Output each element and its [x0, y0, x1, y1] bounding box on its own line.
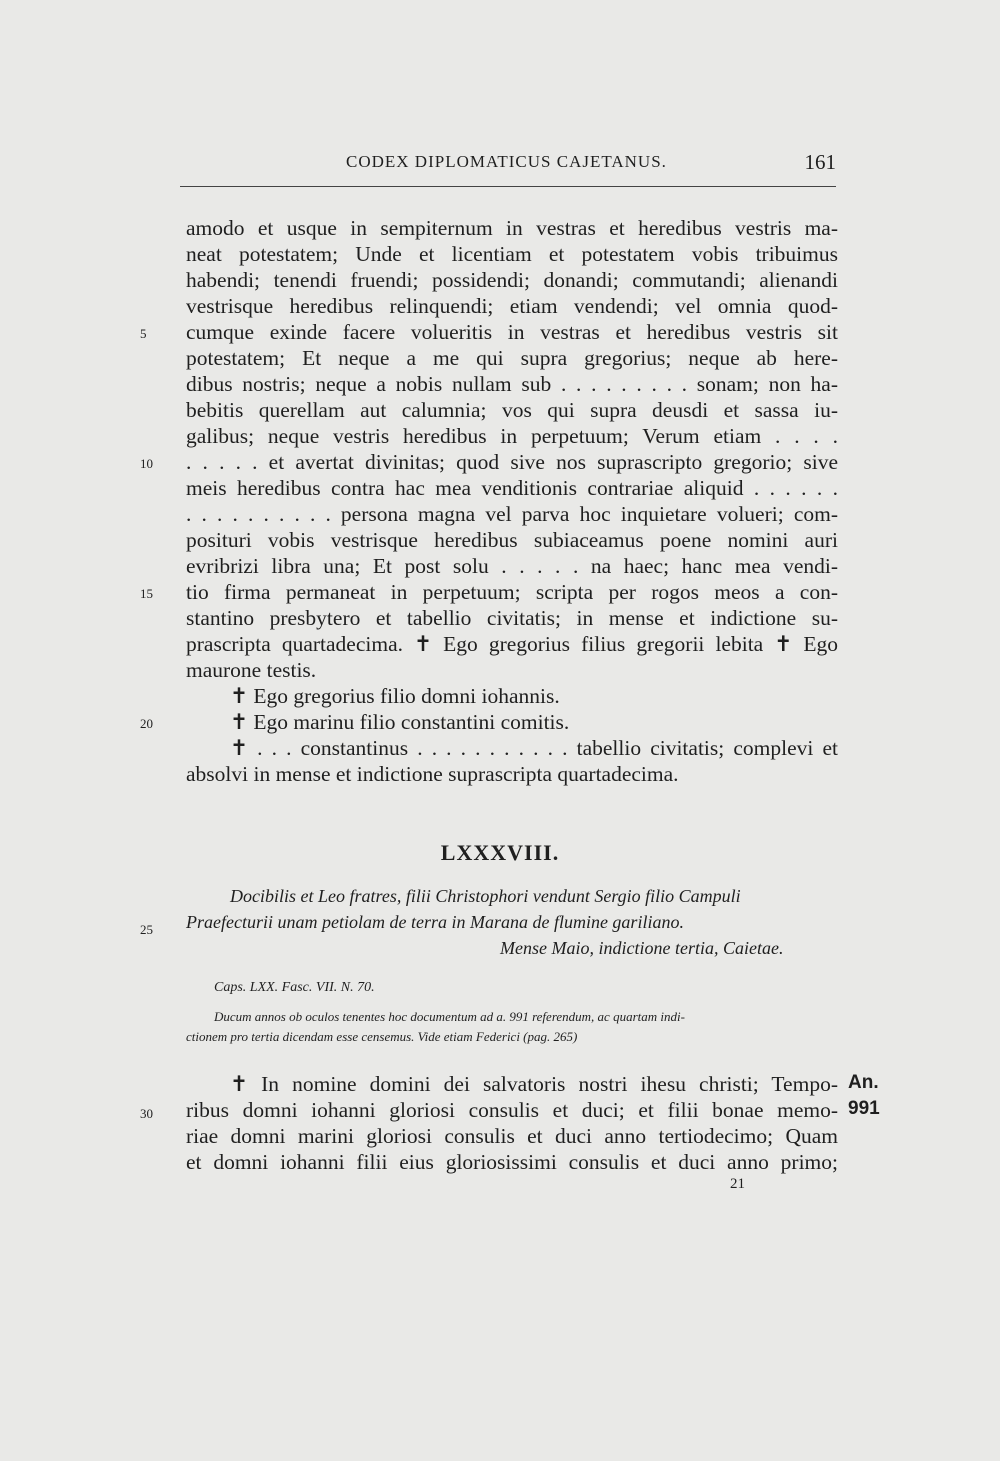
text-line: . . . . . . . . . . persona magna vel parva hoc inquietare volueri; com- — [186, 502, 838, 526]
editor-note-line: ctionem pro tertia dicendam esse censemus. Vide etiam Federici (pag. 265) — [186, 1029, 578, 1044]
text-line: meis heredibus contra hac mea venditionis contrariae aliquid . . . . . . — [186, 476, 838, 500]
text-line: neat potestatem; Unde et licentiam et potestatem vobis tribuimus — [186, 242, 838, 266]
line-number: 15 — [140, 586, 153, 601]
signature-mark: 21 — [730, 1176, 745, 1192]
text-line: absolvi in mense et indictione suprascripta quartadecima. — [186, 762, 679, 786]
editor-note-line: Ducum annos ob oculos tenentes hoc documentum ad a. 991 referendum, ac quartam indi- — [214, 1009, 685, 1024]
text-line: ✝ Ego marinu filio constantini comitis. — [230, 710, 570, 734]
text-line: ✝ Ego gregorius filio domni iohannis. — [230, 684, 560, 708]
text-line: potestatem; Et neque a me qui supra gregorius; neque ab here- — [186, 346, 838, 370]
margin-year-label: An. — [848, 1072, 879, 1093]
abstract-line: Docibilis et Leo fratres, filii Christophori vendunt Sergio filio Campuli — [230, 886, 741, 906]
document-heading: LXXXVIII. — [440, 840, 560, 865]
text-line: vestrisque heredibus relinquendi; etiam vendendi; vel omnia quod- — [186, 294, 838, 318]
margin-year: 991 — [848, 1098, 880, 1119]
text-line: galibus; neque vestris heredibus in perpetuum; Verum etiam . . . . — [186, 424, 838, 448]
text-line: prascripta quartadecima. ✝ Ego gregorius filius gregorii lebita ✝ Ego — [186, 632, 838, 656]
page-header — [180, 150, 836, 187]
text-line: maurone testis. — [186, 658, 317, 682]
text-line: riae domni marini gloriosi consulis et duci anno tertiodecimo; Quam — [186, 1124, 838, 1148]
abstract-date-place: Mense Maio, indictione tertia, Caietae. — [500, 938, 784, 958]
line-number: 30 — [140, 1106, 153, 1121]
archive-reference: Caps. LXX. Fasc. VII. N. 70. — [214, 980, 375, 995]
text-line: amodo et usque in sempiternum in vestras et heredibus vestris ma- — [186, 216, 838, 240]
text-line: dibus nostris; neque a nobis nullam sub . . . . . . . . . sonam; non ha- — [186, 372, 838, 396]
running-title: CODEX DIPLOMATICUS CAJETANUS. — [346, 152, 667, 171]
text-line: cumque exinde facere volueritis in vestras et heredibus vestris sit — [186, 320, 838, 344]
text-line: et domni iohanni filii eius gloriosissimi consulis et duci anno primo; — [186, 1150, 838, 1174]
text-line: evribrizi libra una; Et post solu . . . . . na haec; hanc mea vendi- — [186, 554, 838, 578]
text-line: ✝ In nomine domini dei salvatoris nostri ihesu christi; Tempo- — [230, 1072, 838, 1096]
text-line: posituri vobis vestrisque heredibus subiaceamus poene nomini auri — [186, 528, 838, 552]
text-line: stantino presbytero et tabellio civitatis; in mense et indictione su- — [186, 606, 838, 630]
text-line: tio firma permaneat in perpetuum; scripta per rogos meos a con- — [186, 580, 838, 604]
text-line: bebitis querellam aut calumnia; vos qui supra deusdi et sassa iu- — [186, 398, 838, 422]
page-number: 161 — [804, 150, 836, 174]
text-line: habendi; tenendi fruendi; possidendi; donandi; commutandi; alienandi — [186, 268, 838, 292]
abstract-line: Praefecturii unam petiolam de terra in Marana de flumine gariliano. — [186, 912, 684, 932]
text-line: ✝ . . . constantinus . . . . . . . . . . . tabellio civitatis; complevi et — [230, 736, 838, 760]
line-number: 20 — [140, 716, 153, 731]
line-number: 10 — [140, 456, 153, 471]
text-line: ribus domni iohanni gloriosi consulis et duci; et filii bonae memo- — [186, 1098, 838, 1122]
line-number: 5 — [140, 326, 147, 341]
line-number: 25 — [140, 922, 153, 937]
text-line: . . . . . et avertat divinitas; quod sive nos suprascripto gregorio; sive — [186, 450, 838, 474]
